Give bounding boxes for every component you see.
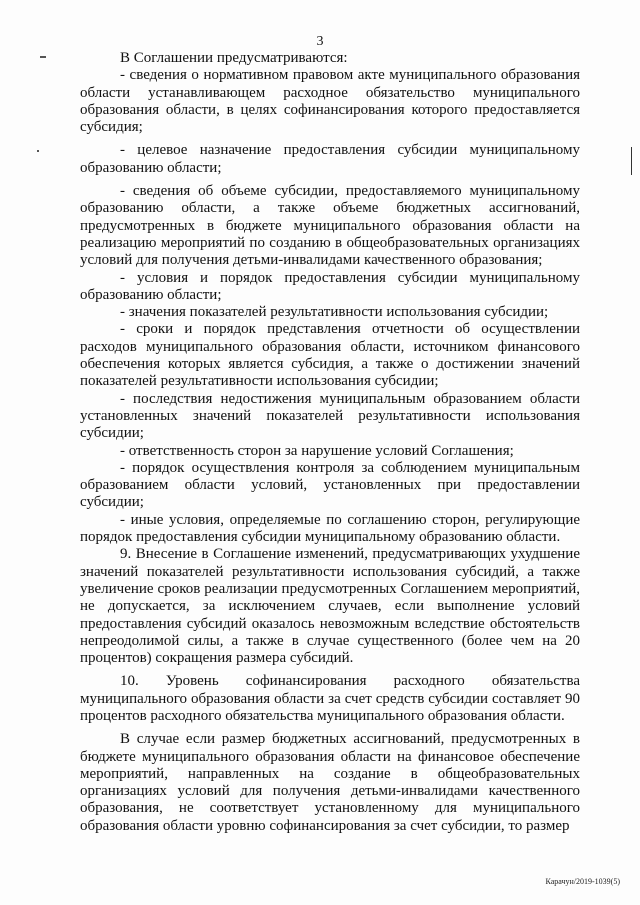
document-body (80, 50, 580, 835)
list-item: - порядок осуществления контроля за соблюдением муниципальным образованием области условий, установленных при предоставлении субсидии; (80, 459, 580, 511)
page-number: 3 (316, 34, 324, 49)
list-item: - ответственность сторон за нарушение условий Соглашения; (120, 442, 514, 459)
paragraph: В Соглашении предусматриваются: (120, 50, 348, 66)
list-item: - сведения о нормативном правовом акте муниципального образования области устанавливающем расходное обязательство муниципального образования области, в целях софинансирования которого предоставляется субсидия; (80, 67, 580, 136)
list-item: - значения показателей результативности использования субсидии; (120, 304, 549, 321)
list-item: - иные условия, определяемые по соглашению сторон, регулирующие порядок предоставления субсидии муниципальному образованию области. (80, 511, 580, 546)
scan-speck (40, 56, 46, 58)
list-item: - сроки и порядок представления отчетности об осуществлении расходов муниципального образования области, источником финансового обеспечения которых является субсидия, а также о достижении значений показателей результативности использования субсидии; (80, 321, 580, 390)
scan-speck (37, 150, 39, 152)
document-code: Карачун/2019-1039(5) (545, 877, 620, 886)
paragraph: 10. Уровень софинансирования расходного обязательства муниципального образования области за счет средств субсидии составляет 90 процентов расходного обязательства муниципального образования области. (80, 673, 580, 724)
paragraph: В случае если размер бюджетных ассигнований, предусмотренных в бюджете муниципального образования области на финансовое обеспечение мероприятий, направленных на создание в общеобразовательных организациях условий для получения детьми-инвалидами качественного образования, не соответствует установленному для муниципального образования области уровню софинансирования за счет субсидии, то размер (80, 731, 580, 834)
list-item: - последствия недостижения муниципальным образованием области установленных значений показателей результативности использования субсидии; (80, 390, 580, 442)
list-item: - условия и порядок предоставления субсидии муниципальному образованию области; (80, 269, 580, 303)
list-item: - целевое назначение предоставления субсидии муниципальному образованию области; (80, 142, 580, 176)
list-item: - сведения об объеме субсидии, предоставляемого муниципальному образованию области, а также объеме бюджетных ассигнований, предусмотренных в бюджете муниципального образования области на реализацию мероприятий по созданию в общеобразовательных организациях условий для получения детьми-инвалидами качественного образования; (80, 183, 580, 269)
scan-edge-line (631, 147, 632, 175)
paragraph: 9. Внесение в Соглашение изменений, предусматривающих ухудшение значений показателей результативности использования субсидий, а также увеличение сроков реализации предусмотренных Соглашением мероприятий, не допускается, за исключением случаев, если выполнение условий предоставления субсидий оказалось невозможным вследствие обстоятельств непреодолимой силы, а также в случае существенного (более чем на 20 процентов) сокращения размера субсидий. (80, 546, 580, 667)
